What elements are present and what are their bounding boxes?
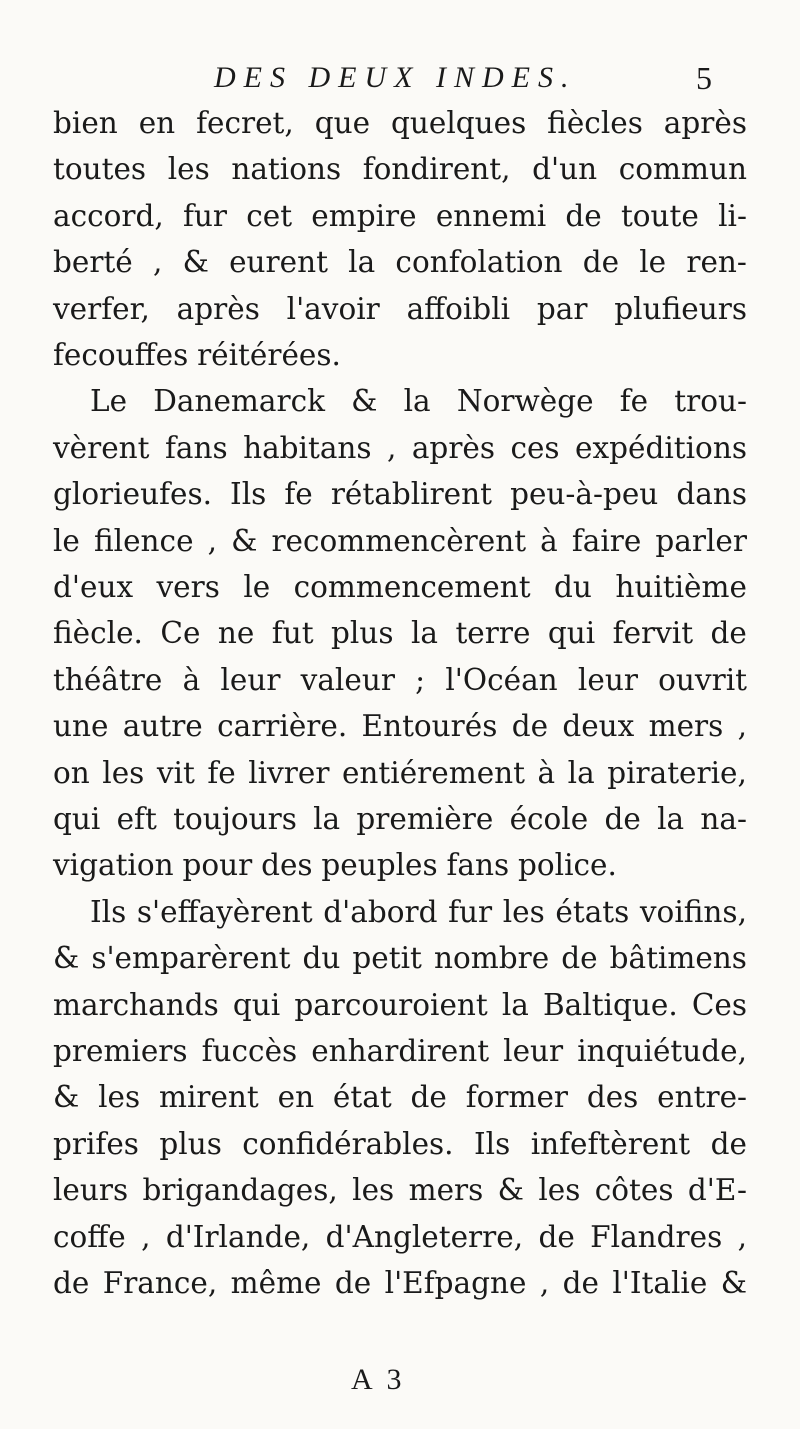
word: huitième [615, 570, 747, 604]
word: qui [232, 987, 281, 1022]
word: carrière. [217, 709, 348, 744]
word: la [567, 755, 595, 790]
text-line [53, 935, 747, 981]
word: enhardirent [311, 1034, 490, 1068]
word: confolation [395, 245, 563, 280]
word: , [152, 245, 163, 280]
word: après [663, 106, 747, 140]
word: fondirent, [362, 152, 511, 187]
word: théâtre [53, 662, 163, 697]
text-line [53, 1260, 747, 1306]
word: nombre [433, 941, 550, 976]
word: ; [415, 662, 426, 697]
word: entre- [657, 1080, 747, 1115]
word: marchands [53, 987, 219, 1022]
word: les [538, 1173, 581, 1208]
text-line [53, 657, 747, 703]
word: les [167, 152, 210, 187]
word: quelques [390, 106, 527, 140]
text-line [53, 1214, 747, 1260]
word: réitérées. [197, 338, 341, 372]
word: & [720, 1266, 747, 1300]
word: la [313, 802, 341, 836]
word: fiècles [547, 106, 643, 140]
word: du [554, 570, 592, 604]
word: fecouffes [53, 338, 189, 372]
word: de [582, 245, 620, 280]
text-line [90, 889, 747, 935]
word: fe [619, 384, 649, 419]
text-line [53, 332, 747, 378]
word: à [540, 523, 558, 558]
word: police. [518, 848, 617, 883]
word: de [538, 1219, 575, 1254]
word: école [509, 802, 589, 836]
word: , [141, 1219, 151, 1254]
word: fur [448, 894, 493, 929]
word: de [604, 802, 641, 836]
word: la [501, 987, 529, 1022]
word: toute [620, 198, 699, 233]
word: fiècle. [53, 616, 143, 651]
word: une [53, 709, 109, 744]
text-line [53, 842, 747, 888]
word: l'Océan [445, 662, 558, 697]
word: dans [676, 477, 747, 512]
word: par [536, 291, 588, 326]
word: vers [156, 570, 220, 604]
word: affoibli [406, 291, 511, 326]
text-line [53, 471, 747, 517]
word: mers [408, 1173, 484, 1208]
word: fur [182, 198, 228, 233]
word: brigandages, [142, 1173, 338, 1208]
word: ennemi [435, 198, 547, 233]
text-line [53, 564, 747, 610]
text-line [90, 378, 747, 424]
word: de [710, 1126, 747, 1161]
word: que [314, 106, 371, 140]
word: fans [446, 848, 510, 883]
word: Danemarck [153, 384, 325, 419]
word: l'Efpagne [384, 1266, 527, 1300]
word: empire [311, 198, 417, 233]
word: ouvrit [658, 662, 747, 697]
word: , [737, 1219, 747, 1254]
word: berté [53, 245, 133, 280]
word: ces [510, 430, 560, 465]
word: trou- [674, 384, 747, 419]
text-line [53, 286, 747, 332]
word: Flandres [590, 1219, 723, 1254]
text-line [53, 518, 747, 564]
word: toujours [173, 802, 297, 836]
word: ne [217, 616, 255, 651]
word: même [230, 1266, 322, 1300]
word: des [586, 1080, 639, 1115]
word: piraterie, [607, 755, 747, 790]
word: la [403, 384, 431, 419]
word: de [53, 1266, 90, 1300]
word: , [387, 430, 397, 465]
word: fervit [612, 616, 694, 651]
word: côtes [594, 1173, 674, 1208]
word: infeftèrent [530, 1126, 691, 1161]
word: & [182, 245, 209, 280]
word: de [561, 941, 598, 976]
word: s'effayèrent [136, 894, 313, 929]
word: premiers [53, 1034, 188, 1068]
word: & [53, 1080, 80, 1115]
word: prifes [53, 1126, 139, 1161]
text-line [53, 982, 747, 1028]
word: Entourés [361, 709, 498, 744]
text-line [53, 1028, 747, 1074]
word: valeur [300, 662, 395, 697]
word: livrer [248, 755, 330, 790]
word: on [53, 755, 90, 790]
word: de [562, 1266, 599, 1300]
text-line [53, 239, 747, 285]
word: na- [700, 802, 747, 836]
word: terre [455, 616, 531, 651]
word: la [348, 245, 376, 280]
text-line [53, 425, 747, 471]
word: plus [331, 616, 394, 651]
word: les [502, 894, 545, 929]
word: vigation [53, 848, 174, 883]
word: commun [618, 152, 747, 187]
word: après [411, 430, 496, 465]
word: cet [246, 198, 293, 233]
word: les [98, 1080, 141, 1115]
word: confidérables. [242, 1126, 454, 1161]
word: bien [53, 106, 118, 140]
word: bâtimens [609, 941, 747, 976]
word: fecret, [196, 106, 294, 140]
word: peu-à-peu [510, 477, 659, 512]
word: & [351, 384, 378, 419]
word: leurs [53, 1173, 129, 1208]
word: s'emparèrent [91, 941, 291, 976]
word: à [537, 755, 556, 790]
text-line [53, 1074, 747, 1120]
word: d'un [532, 152, 598, 187]
word: Ils [90, 894, 127, 929]
text-line [53, 750, 747, 796]
word: Ce [160, 616, 201, 651]
word: deux [562, 709, 635, 744]
word: l'avoir [286, 291, 380, 326]
word: Le [90, 384, 128, 419]
word: mers [648, 709, 724, 744]
word: fut [271, 616, 314, 651]
word: accord, [53, 198, 164, 233]
word: rétablirent [330, 477, 492, 512]
word: & [497, 1173, 524, 1208]
word: d'Angleterre, [325, 1219, 524, 1254]
word: eurent [229, 245, 328, 280]
running-title: DES DEUX INDES. [214, 61, 577, 94]
word: verfer, [53, 291, 150, 326]
word: filence [93, 523, 194, 558]
word: états [555, 894, 630, 929]
word: li- [718, 198, 747, 233]
word: les [102, 755, 145, 790]
word: qui [547, 616, 596, 651]
word: plus [159, 1126, 222, 1161]
word: Norwège [456, 384, 594, 419]
word: la [410, 616, 438, 651]
word: le [639, 245, 667, 280]
word: leur [577, 662, 638, 697]
word: ren- [686, 245, 747, 280]
word: de [511, 709, 549, 744]
word: Ils [230, 477, 267, 512]
word: des [261, 848, 313, 883]
text-line [53, 100, 747, 146]
word: parcouroient [294, 987, 488, 1022]
word: d'eux [53, 570, 134, 604]
word: fans [164, 430, 228, 465]
word: fe [207, 755, 236, 790]
running-head [0, 58, 800, 98]
word: toutes [53, 152, 147, 187]
word: après [176, 291, 260, 326]
text-line [53, 796, 747, 842]
word: les [352, 1173, 395, 1208]
word: de [334, 1266, 372, 1300]
text-line [53, 193, 747, 239]
word: en [138, 106, 176, 140]
word: à [182, 662, 201, 697]
text-line [53, 610, 747, 656]
word: , [207, 523, 218, 558]
word: de [565, 198, 602, 233]
word: leur [220, 662, 281, 697]
word: d'Irlande, [165, 1219, 311, 1254]
page-number: 5 [696, 60, 712, 96]
word: plufieurs [614, 291, 747, 326]
word: habitans [243, 430, 372, 465]
word: peuples [321, 848, 438, 883]
text-line [53, 1167, 747, 1213]
word: parler [655, 523, 747, 558]
word: le [53, 523, 80, 558]
word: d'E- [687, 1173, 747, 1208]
word: voifins, [639, 894, 747, 929]
word: pour [182, 848, 253, 883]
word: vèrent [53, 430, 150, 465]
text-line [53, 1121, 747, 1167]
word: Ils [474, 1126, 511, 1161]
word: en [277, 1080, 315, 1115]
word: & [231, 523, 258, 558]
text-line [53, 703, 747, 749]
text-line [53, 146, 747, 192]
word: France, [102, 1266, 218, 1300]
word: glorieufes. [53, 477, 212, 512]
word: , [539, 1266, 550, 1300]
word: l'Italie [612, 1266, 708, 1300]
word: coffe [53, 1219, 126, 1254]
word: mirent [158, 1080, 259, 1115]
word: fe [284, 477, 313, 512]
word: petit [352, 941, 422, 976]
word: la [657, 802, 685, 836]
word: inquiétude, [577, 1034, 747, 1068]
word: entiérement [341, 755, 526, 790]
word: d'abord [323, 894, 438, 929]
word: Baltique. [543, 987, 678, 1022]
word: première [356, 802, 494, 836]
word: vit [156, 755, 195, 790]
word: le [243, 570, 271, 604]
word: état [332, 1080, 392, 1115]
word: du [302, 941, 341, 976]
word: Ces [691, 987, 747, 1022]
word: & [53, 941, 80, 976]
word: recommencèrent [271, 523, 527, 558]
word: leur [503, 1034, 564, 1068]
word: de [410, 1080, 447, 1115]
word: former [465, 1080, 569, 1115]
word: nations [231, 152, 342, 187]
word: fuccès [201, 1034, 298, 1068]
word: qui [53, 802, 101, 836]
word: autre [122, 709, 203, 744]
word: commencement [293, 570, 531, 604]
word: eft [116, 802, 157, 836]
signature-mark: A 3 [351, 1363, 406, 1396]
word: de [710, 616, 747, 651]
word: expéditions [575, 430, 747, 465]
word: , [737, 709, 747, 744]
word: faire [571, 523, 642, 558]
